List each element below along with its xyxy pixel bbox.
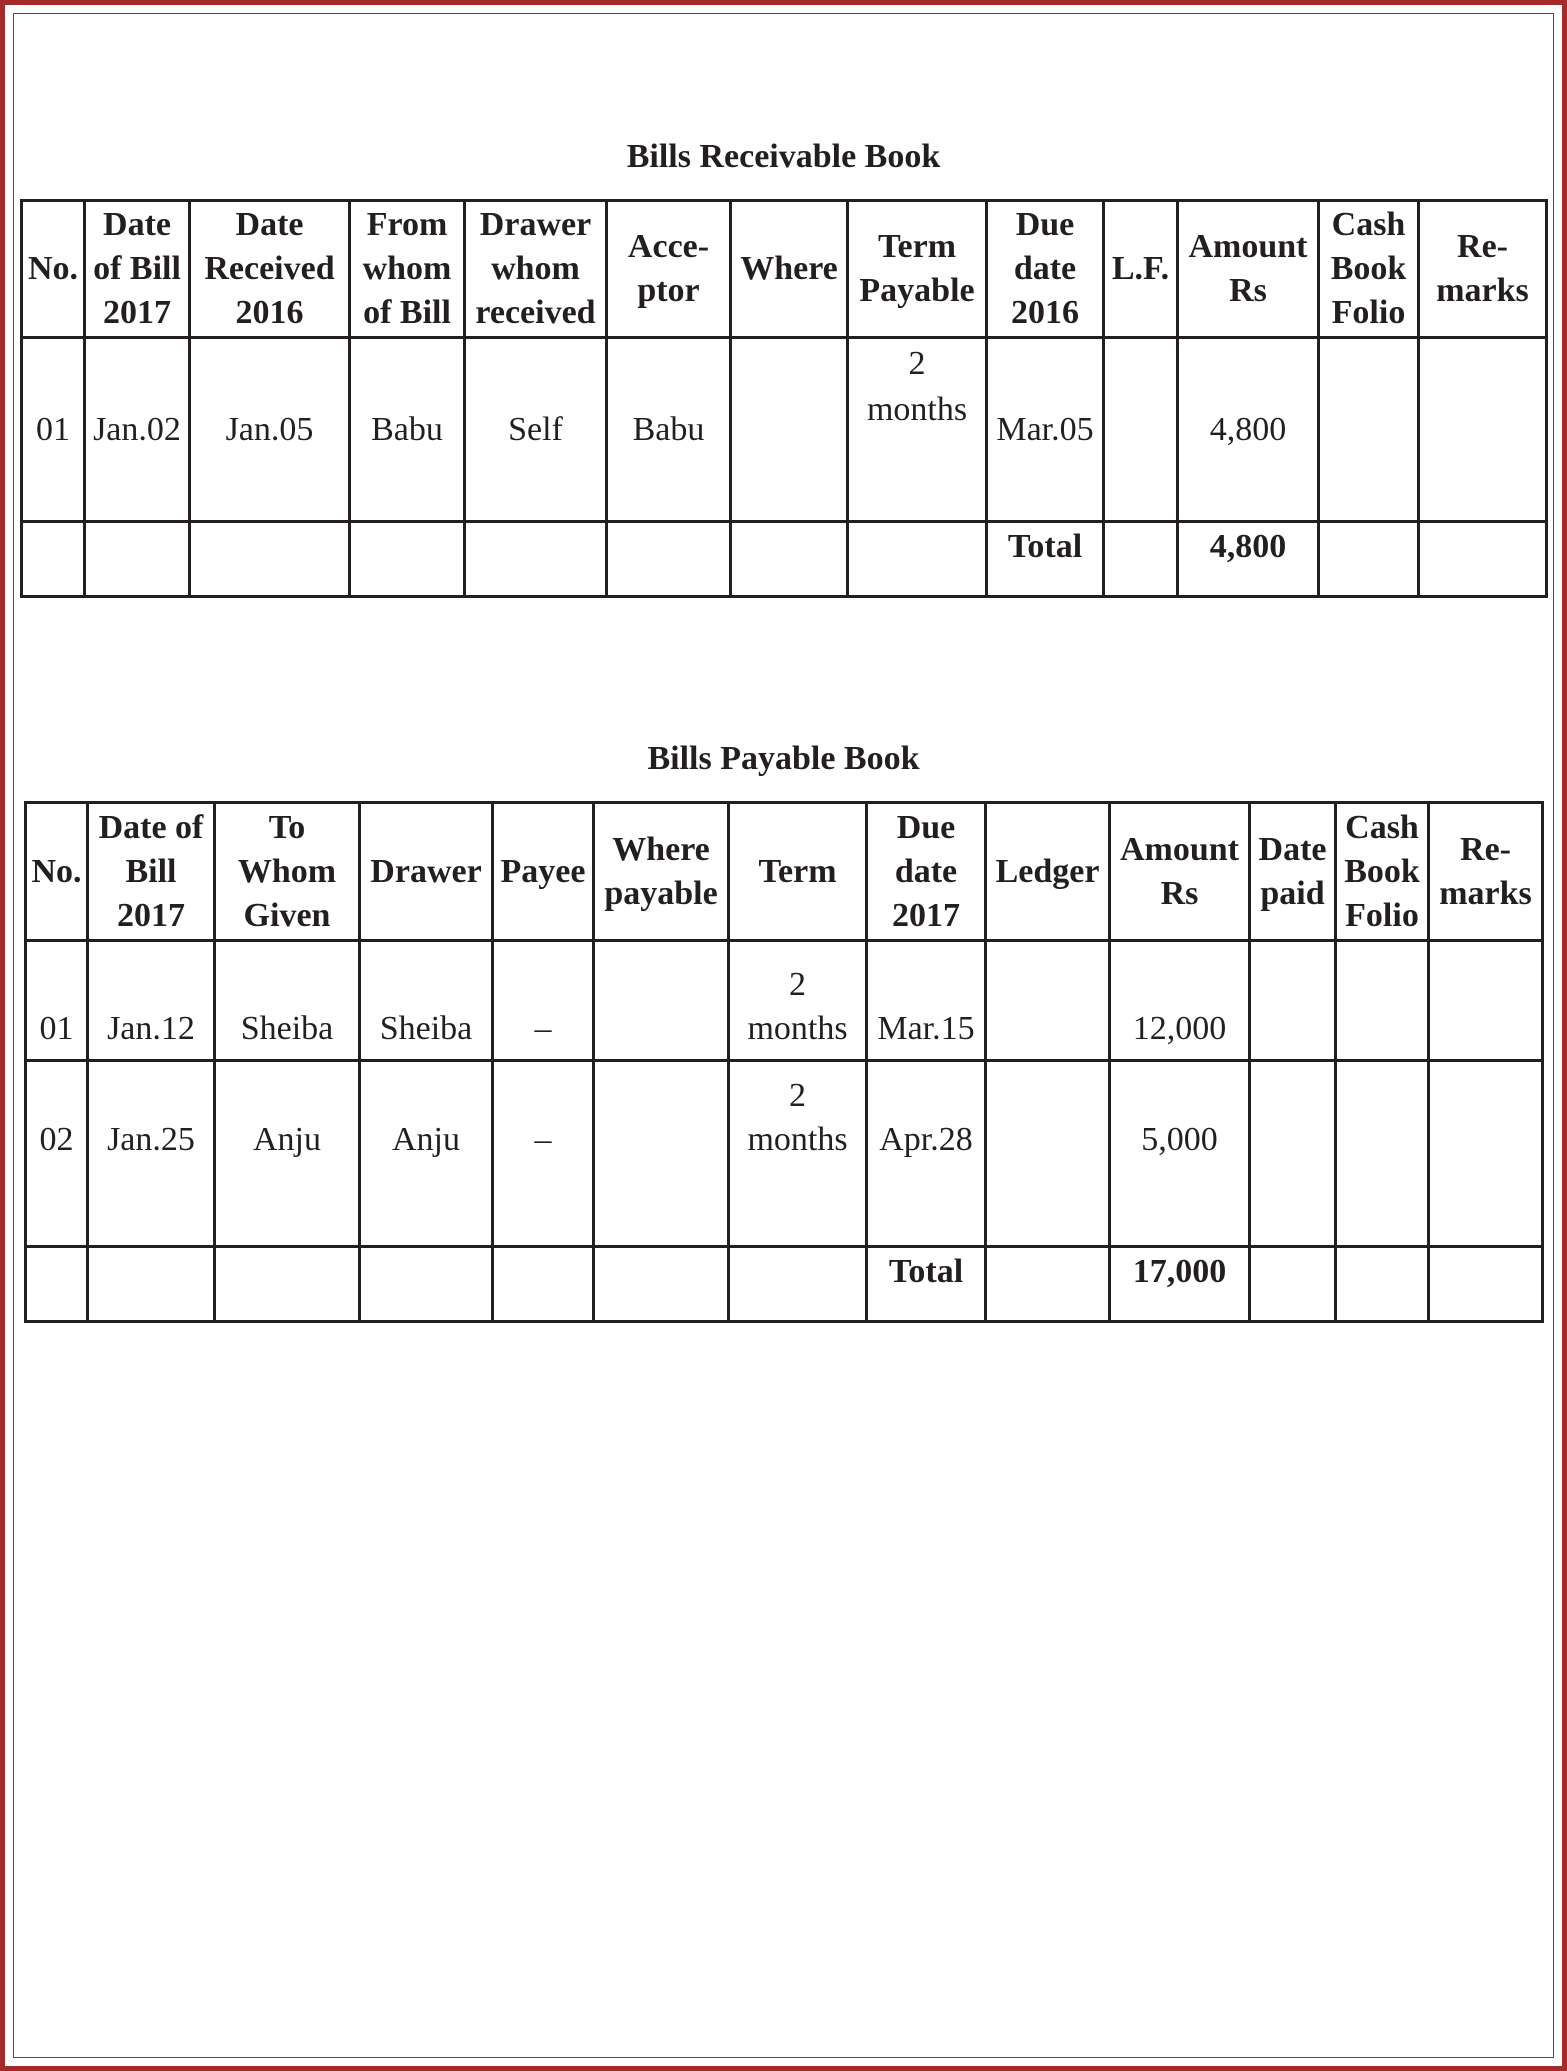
total-empty-cell <box>493 1247 594 1322</box>
col-header-drawer: Drawer <box>360 803 493 941</box>
total-empty-cell <box>26 1247 88 1322</box>
cell-from-whom: Babu <box>350 338 465 522</box>
cell-payee: – <box>493 1061 594 1247</box>
col-header-to-whom-given: To Whom Given <box>215 803 360 941</box>
total-empty-cell <box>350 522 465 597</box>
total-amount: 17,000 <box>1110 1247 1250 1322</box>
col-header-date-paid: Date paid <box>1250 803 1336 941</box>
table-header-row <box>26 803 1543 941</box>
total-empty-cell <box>1104 522 1178 597</box>
table-row <box>26 941 1543 1061</box>
cell-term: 2 months <box>848 338 987 522</box>
total-empty-cell <box>1336 1247 1429 1322</box>
total-empty-cell <box>85 522 190 597</box>
cell-term: 2 months <box>729 1061 867 1247</box>
cell-cash-book-folio <box>1336 941 1429 1061</box>
total-empty-cell <box>594 1247 729 1322</box>
col-header-payee: Payee <box>493 803 594 941</box>
col-header-date-of-bill: Date of Bill 2017 <box>85 201 190 338</box>
table-header-row <box>22 201 1547 338</box>
total-label: Total <box>987 522 1104 597</box>
cell-acceptor: Babu <box>607 338 731 522</box>
cell-due-date: Apr.28 <box>867 1061 986 1247</box>
col-header-amount: Amount Rs <box>1110 803 1250 941</box>
col-header-no: No. <box>22 201 85 338</box>
col-header-date-received: Date Received 2016 <box>190 201 350 338</box>
bills-payable-title: Bills Payable Book <box>647 740 920 777</box>
total-empty-cell <box>729 1247 867 1322</box>
cell-where-payable <box>594 941 729 1061</box>
cell-due-date: Mar.15 <box>867 941 986 1061</box>
cell-drawer: Self <box>465 338 607 522</box>
bills-receivable-table <box>20 199 1548 598</box>
total-empty-cell <box>190 522 350 597</box>
col-header-where-payable: Where payable <box>594 803 729 941</box>
cell-due-date: Mar.05 <box>987 338 1104 522</box>
cell-cash-book-folio <box>1336 1061 1429 1247</box>
cell-amount: 12,000 <box>1110 941 1250 1061</box>
col-header-remarks: Re- marks <box>1419 201 1547 338</box>
cell-date-paid <box>1250 941 1336 1061</box>
cell-no: 01 <box>22 338 85 522</box>
cell-to-whom: Sheiba <box>215 941 360 1061</box>
cell-remarks <box>1429 1061 1543 1247</box>
total-empty-cell <box>607 522 731 597</box>
total-empty-cell <box>731 522 848 597</box>
cell-remarks <box>1429 941 1543 1061</box>
total-row <box>26 1247 1543 1322</box>
total-empty-cell <box>1319 522 1419 597</box>
total-empty-cell <box>360 1247 493 1322</box>
total-empty-cell <box>22 522 85 597</box>
total-empty-cell <box>986 1247 1110 1322</box>
col-header-drawer: Drawer whom received <box>465 201 607 338</box>
cell-ledger <box>986 1061 1110 1247</box>
col-header-amount: Amount Rs <box>1178 201 1319 338</box>
cell-lf <box>1104 338 1178 522</box>
col-header-due-date: Due date 2017 <box>867 803 986 941</box>
col-header-term-payable: Term Payable <box>848 201 987 338</box>
col-header-ledger: Ledger <box>986 803 1110 941</box>
col-header-from-whom: From whom of Bill <box>350 201 465 338</box>
total-empty-cell <box>1419 522 1547 597</box>
total-label: Total <box>867 1247 986 1322</box>
total-empty-cell <box>848 522 987 597</box>
cell-date-paid <box>1250 1061 1336 1247</box>
cell-drawer: Sheiba <box>360 941 493 1061</box>
cell-no: 01 <box>26 941 88 1061</box>
col-header-lf: L.F. <box>1104 201 1178 338</box>
total-empty-cell <box>1429 1247 1543 1322</box>
cell-no: 02 <box>26 1061 88 1247</box>
col-header-due-date: Due date 2016 <box>987 201 1104 338</box>
cell-cash-book-folio <box>1319 338 1419 522</box>
col-header-date-of-bill: Date of Bill 2017 <box>88 803 215 941</box>
table-row <box>26 1061 1543 1247</box>
bills-payable-table <box>24 801 1544 1323</box>
col-header-no: No. <box>26 803 88 941</box>
total-empty-cell <box>1250 1247 1336 1322</box>
cell-where <box>731 338 848 522</box>
total-empty-cell <box>88 1247 215 1322</box>
cell-date-received: Jan.05 <box>190 338 350 522</box>
col-header-remarks: Re- marks <box>1429 803 1543 941</box>
total-empty-cell <box>215 1247 360 1322</box>
table-row <box>22 338 1547 522</box>
cell-term: 2 months <box>729 941 867 1061</box>
cell-date-of-bill: Jan.02 <box>85 338 190 522</box>
cell-amount: 5,000 <box>1110 1061 1250 1247</box>
cell-ledger <box>986 941 1110 1061</box>
cell-date-of-bill: Jan.12 <box>88 941 215 1061</box>
col-header-cash-book-folio: Cash Book Folio <box>1319 201 1419 338</box>
total-empty-cell <box>465 522 607 597</box>
col-header-cash-book-folio: Cash Book Folio <box>1336 803 1429 941</box>
bills-receivable-title: Bills Receivable Book <box>626 138 941 175</box>
cell-where-payable <box>594 1061 729 1247</box>
cell-payee: – <box>493 941 594 1061</box>
cell-remarks <box>1419 338 1547 522</box>
col-header-where: Where <box>731 201 848 338</box>
cell-to-whom: Anju <box>215 1061 360 1247</box>
col-header-term: Term <box>729 803 867 941</box>
cell-drawer: Anju <box>360 1061 493 1247</box>
col-header-acceptor: Acce- ptor <box>607 201 731 338</box>
cell-amount: 4,800 <box>1178 338 1319 522</box>
total-amount: 4,800 <box>1178 522 1319 597</box>
cell-date-of-bill: Jan.25 <box>88 1061 215 1247</box>
total-row <box>22 522 1547 597</box>
